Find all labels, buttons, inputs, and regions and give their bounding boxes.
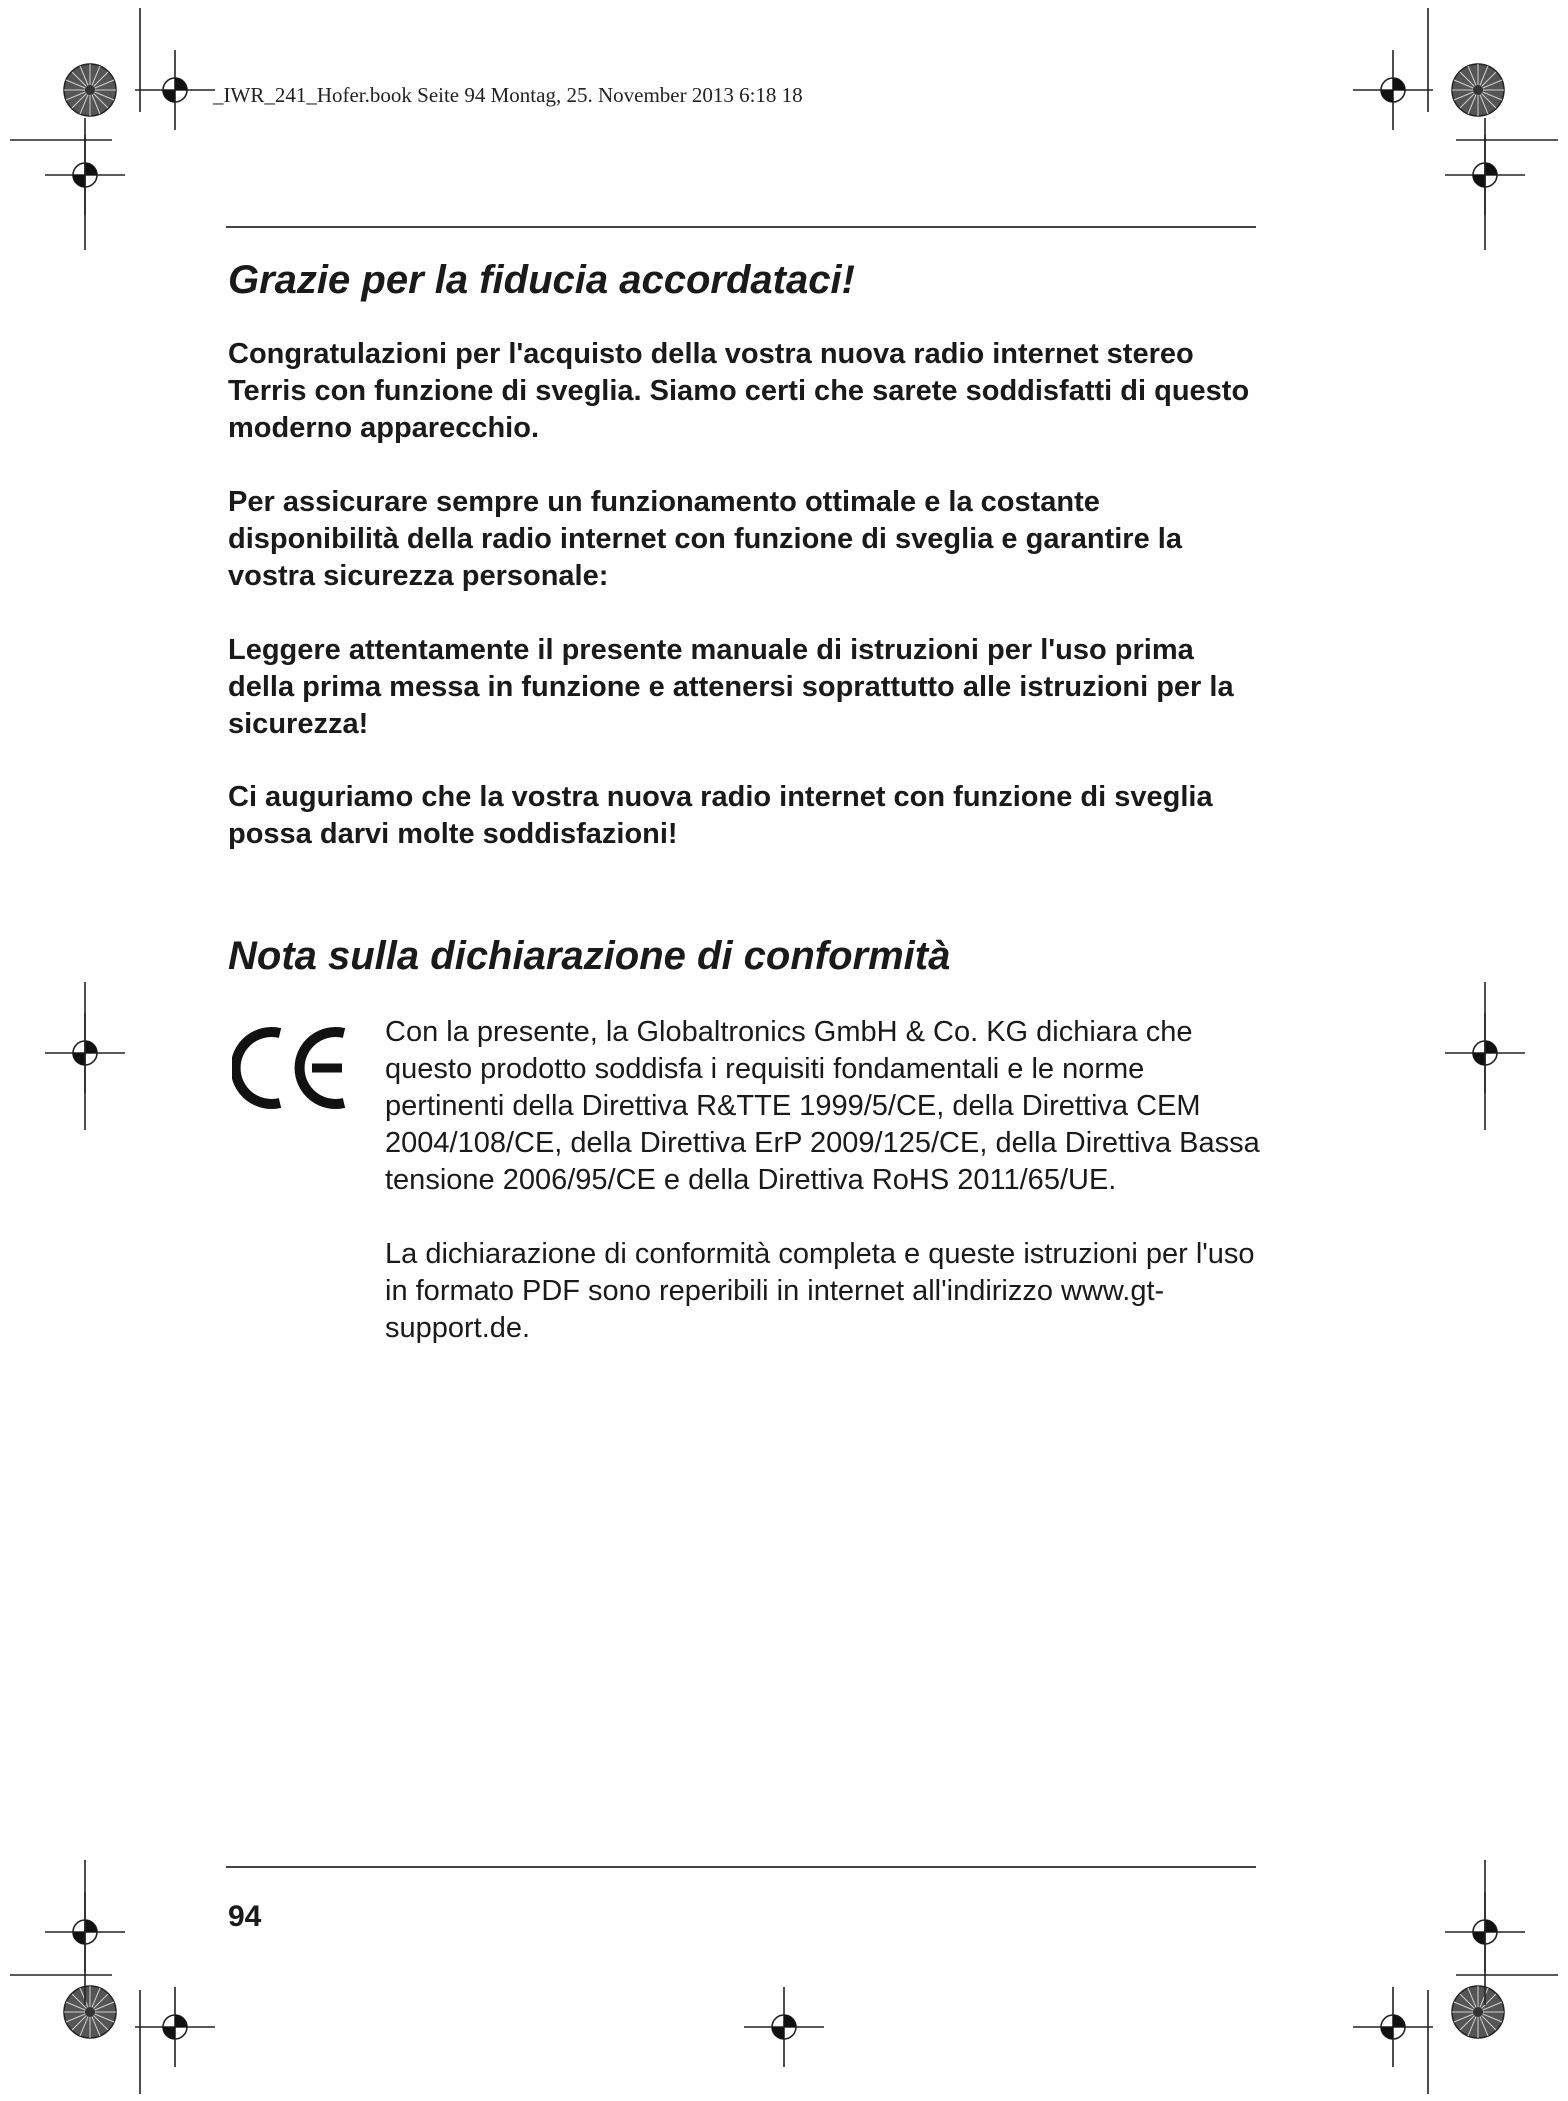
header-rule bbox=[226, 226, 1256, 228]
wishes-paragraph: Ci auguriamo che la vostra nuova radio internet con funzione di sveglia possa darvi molte soddisfazioni! bbox=[228, 781, 1213, 850]
section-heading-conformity: Nota sulla dichiarazione di conformità bbox=[228, 934, 951, 978]
footer-rule bbox=[226, 1866, 1256, 1868]
safety-intro-paragraph: Per assicurare sempre un funzionamento ottimale e la costante disponibilità della radio internet con funzione di sveglia e garantire la vostra sicurezza personale: bbox=[228, 486, 1182, 592]
instructions-paragraph: Leggere attentamente il presente manuale di istruzioni per l'uso prima della prima messa in funzione e attenersi soprattutto alle istruzioni per la sicurezza! bbox=[228, 634, 1234, 740]
conformity-declaration-paragraph: Con la presente, la Globaltronics GmbH & Co. KG dichiara che questo prodotto soddisfa i requisiti fondamentali e le norme pertinenti della Direttiva R&TTE 1999/5/CE, della Direttiva CEM 2004/108/CE, della Direttiva ErP 2009/125/CE, della Direttiva Bassa tensione 2006/95/CE e della Direttiva RoHS 2011/65/UE. bbox=[385, 1016, 1260, 1196]
intro-paragraph: Congratulazioni per l'acquisto della vostra nuova radio internet stereo Terris con funzione di sveglia. Siamo certi che sarete soddisfatti di questo moderno apparecchio. bbox=[228, 338, 1250, 444]
print-slug: _IWR_241_Hofer.book Seite 94 Montag, 25. November 2013 6:18 18 bbox=[213, 83, 803, 107]
page-number: 94 bbox=[228, 1900, 262, 1933]
section-heading-thanks: Grazie per la fiducia accordataci! bbox=[228, 258, 855, 302]
ce-mark-icon bbox=[232, 1023, 352, 1113]
conformity-download-paragraph: La dichiarazione di conformità completa e queste istruzioni per l'uso in formato PDF sono reperibili in internet all'indirizzo www.gt-support.de. bbox=[385, 1238, 1255, 1344]
